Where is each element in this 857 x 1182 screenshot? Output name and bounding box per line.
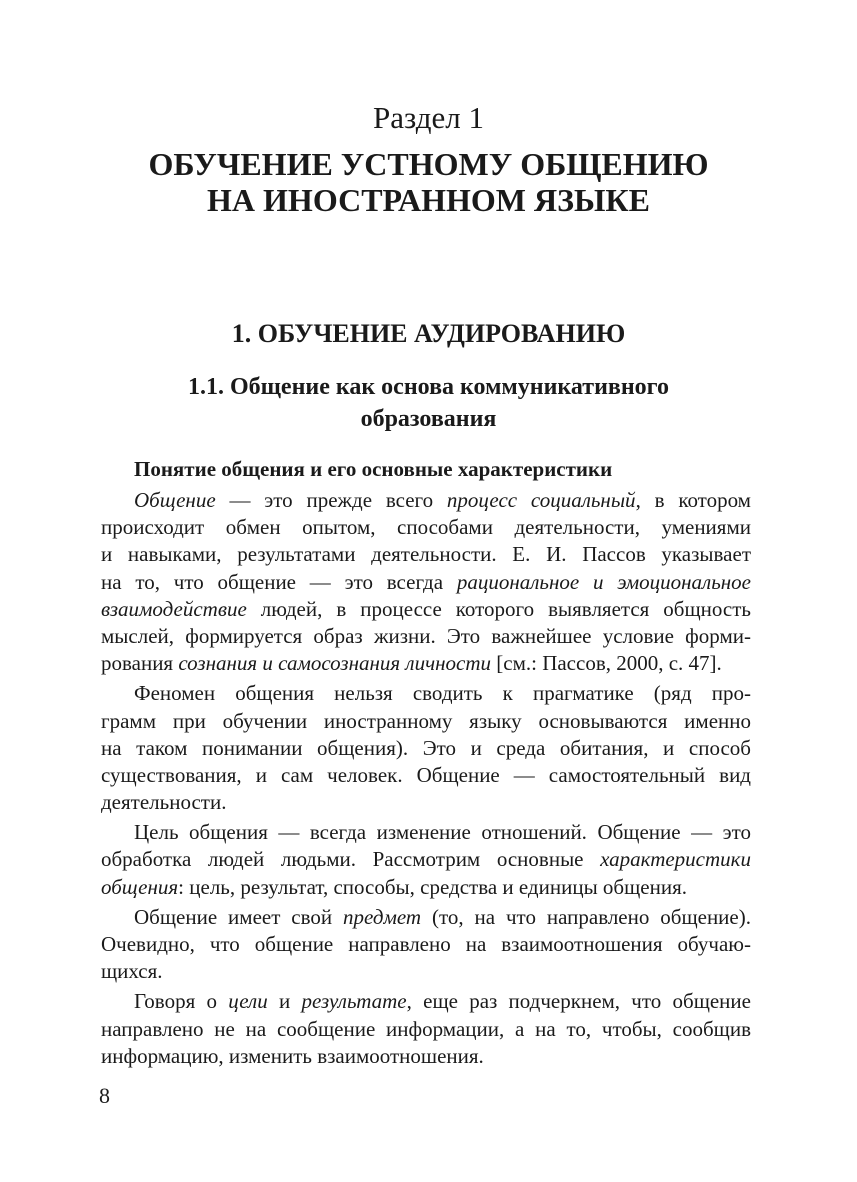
text-line: деятельности. — [101, 790, 227, 815]
text-run: на то, что общение — это всегда — [101, 569, 457, 594]
paragraph — [101, 988, 751, 1070]
section-label: Раздел 1 — [373, 100, 484, 135]
text-run: [см.: Пассов, 2000, с. 47]. — [491, 651, 722, 676]
text-line: существования, и сам человек. Общение — самостоятельный вид — [101, 762, 751, 787]
text-line: на таком понимании общения). Это и среда обитания, и способ — [101, 735, 751, 760]
italic-term: взаимодействие — [101, 596, 247, 621]
text-line — [101, 596, 751, 623]
italic-term: рациональное и эмоциональное — [456, 569, 751, 594]
text-line: и навыками, результатами деятельности. Е. И. Пассов указывает — [101, 542, 751, 567]
text-line — [101, 569, 751, 596]
subchapter-title — [0, 371, 857, 435]
text-line — [101, 650, 751, 677]
chapter-title: 1. ОБУЧЕНИЕ АУДИРОВАНИЮ — [231, 319, 626, 348]
text-line: мыслей, формируется образ жизни. Это важнейшее условие форми- — [101, 623, 751, 648]
text-line: направлено не на сообщение информации, а на то, чтобы, сообщив — [101, 1016, 751, 1041]
body-text — [101, 487, 751, 1070]
text-run: и — [267, 989, 302, 1014]
text-line — [101, 874, 751, 901]
text-run: Общение имеет свой — [134, 904, 344, 929]
text-run: — это прежде всего — [215, 488, 447, 512]
text-run: людей, в процессе которого выявляется общность — [246, 596, 751, 621]
text-line: Феномен общения нельзя сводить к прагматике (ряд про- — [134, 681, 751, 706]
text-run: Говоря о — [134, 989, 229, 1014]
text-run: (то, на что направлено общение). — [421, 904, 751, 929]
subchapter-title-line: образования — [360, 406, 497, 432]
text-line: щихся. — [101, 959, 163, 984]
italic-term: Общение — [134, 488, 216, 512]
paragraph — [101, 819, 751, 901]
text-line: происходит обмен опытом, способами деятельности, умениями — [101, 515, 751, 540]
text-run: рования — [101, 651, 179, 676]
section-title-line: ОБУЧЕНИЕ УСТНОМУ ОБЩЕНИЮ — [148, 146, 709, 182]
text-run: : цель, результат, способы, средства и единицы общения. — [178, 874, 687, 899]
italic-term: процесс социальный — [446, 488, 636, 512]
text-run: обработка людей людьми. Рассмотрим основные — [101, 847, 601, 872]
text-line: информацию, изменить взаимоотношения. — [101, 1043, 484, 1068]
text-line: Очевидно, что общение направлено на взаимоотношения обучаю- — [101, 932, 751, 956]
section-title — [0, 146, 857, 218]
paragraph — [101, 680, 751, 816]
paragraph — [101, 487, 751, 677]
text-line — [101, 846, 751, 873]
subchapter-title-line: 1.1. Общение как основа коммуникативного — [188, 374, 669, 400]
section-title-line: НА ИНОСТРАННОМ ЯЗЫКЕ — [207, 182, 650, 218]
page-number: 8 — [99, 1083, 110, 1108]
italic-term: цели — [228, 989, 268, 1014]
paragraph — [101, 904, 751, 986]
text-line: грамм при обучении иностранному языку основываются именно — [101, 708, 751, 733]
italic-term: общения — [101, 874, 179, 899]
text-run: , еще раз подчеркнем, что общение — [406, 989, 751, 1014]
italic-term: сознания и самосознания личности — [178, 651, 491, 676]
text-line — [101, 904, 751, 931]
subsection-heading: Понятие общения и его основные характеристики — [134, 457, 613, 481]
italic-term: предмет — [343, 904, 422, 929]
italic-term: результате — [301, 989, 407, 1014]
italic-term: характеристики — [600, 847, 751, 872]
text-line — [101, 487, 751, 514]
text-run: , в котором — [635, 488, 751, 512]
text-line: Цель общения — всегда изменение отношений. Общение — это — [134, 820, 751, 845]
text-line — [101, 988, 751, 1015]
